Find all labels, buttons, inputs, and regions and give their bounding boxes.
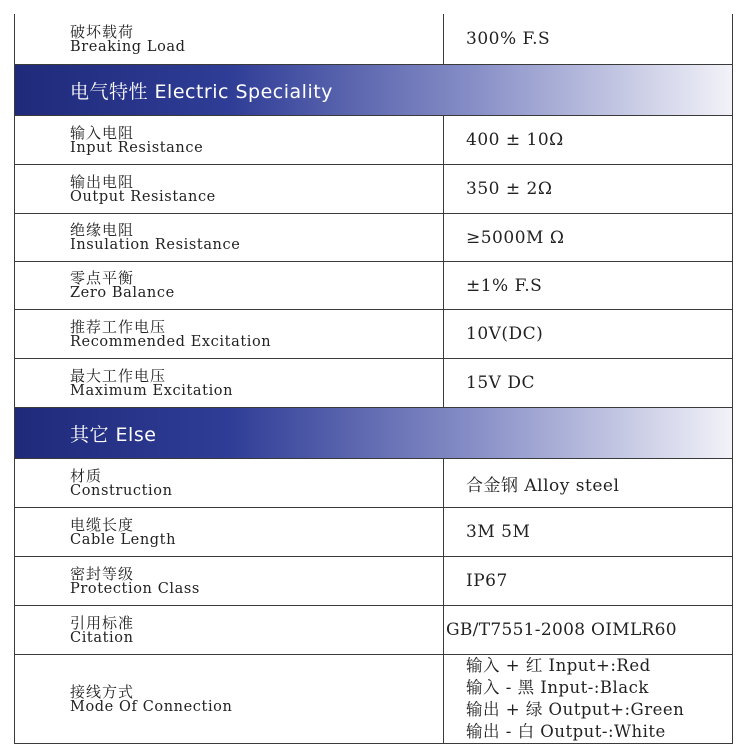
section-header-electric: 电气特性 Electric Speciality: [15, 65, 732, 116]
spec-value: 350 ± 2Ω: [466, 179, 553, 199]
label-zh: 推荐工作电压: [70, 317, 167, 336]
spec-row-input-resistance: [15, 116, 732, 165]
label-zh: 电缆长度: [70, 515, 135, 534]
connection-line: 输出 + 绿 Output+:Green: [466, 700, 685, 719]
spec-row-zero-balance: [15, 262, 732, 310]
spec-label: [15, 310, 444, 358]
label-zh: 接线方式: [70, 682, 135, 701]
spec-row-cable-length: [15, 508, 732, 557]
label-en: Mode Of Connection: [70, 698, 233, 715]
spec-row-connection: [15, 655, 732, 744]
spec-value: 10V(DC): [466, 324, 544, 344]
label-en: Breaking Load: [70, 38, 186, 55]
spec-label: [15, 14, 444, 64]
connection-line: 输入 + 红 Input+:Red: [466, 656, 651, 675]
spec-row-breaking-load: [15, 14, 732, 65]
spec-label: [15, 655, 444, 743]
label-en: Cable Length: [70, 531, 177, 548]
spec-label: [15, 262, 444, 309]
label-en: Input Resistance: [70, 139, 204, 156]
label-en: Output Resistance: [70, 188, 216, 205]
spec-label: [15, 557, 444, 605]
spec-value: 400 ± 10Ω: [466, 130, 564, 150]
label-zh: 零点平衡: [70, 269, 135, 287]
label-en: Maximum Excitation: [70, 382, 234, 399]
label-zh: 材质: [70, 466, 103, 485]
spec-value: 3M 5M: [466, 522, 531, 542]
spec-value: 合金钢 Alloy steel: [466, 475, 620, 496]
label-zh: 输出电阻: [70, 172, 135, 191]
label-zh: 密封等级: [70, 564, 135, 583]
spec-value: 15V DC: [466, 373, 535, 393]
label-en: Recommended Excitation: [70, 333, 272, 350]
label-en: Insulation Resistance: [70, 237, 241, 253]
spec-label: [15, 359, 444, 407]
label-zh: 绝缘电阻: [70, 221, 135, 239]
label-zh: 最大工作电压: [70, 366, 167, 385]
label-en: Citation: [70, 629, 134, 646]
spec-value: IP67: [466, 571, 508, 591]
spec-row-output-resistance: [15, 165, 732, 214]
spec-label: [15, 165, 444, 213]
label-zh: 引用标准: [70, 613, 135, 632]
spec-label: [15, 606, 444, 654]
spec-row-citation: [15, 606, 732, 655]
spec-value: GB/T7551-2008 OIMLR60: [446, 620, 677, 640]
spec-value: 300% F.S: [466, 29, 551, 49]
section-header-else: 其它 Else: [15, 408, 732, 459]
spec-row-construction: [15, 459, 732, 508]
label-en: Protection Class: [70, 580, 200, 597]
spec-label: [15, 459, 444, 507]
label-en: Zero Balance: [70, 285, 175, 301]
label-zh: 输入电阻: [70, 123, 135, 142]
spec-label: [15, 508, 444, 556]
connection-line: 输出 - 白 Output-:White: [466, 722, 666, 741]
label-en: Construction: [70, 482, 173, 499]
spec-row-maximum-excitation: [15, 359, 732, 408]
label-zh: 破坏载荷: [70, 22, 135, 41]
spec-row-protection-class: [15, 557, 732, 606]
spec-value: ≥5000M Ω: [466, 227, 565, 248]
spec-table: [14, 14, 733, 744]
spec-value: ±1% F.S: [466, 275, 543, 296]
spec-label: [15, 116, 444, 164]
spec-row-recommended-excitation: [15, 310, 732, 359]
spec-label: [15, 214, 444, 261]
spec-row-insulation-resistance: [15, 214, 732, 262]
connection-line: 输入 - 黑 Input-:Black: [466, 678, 649, 697]
connection-lines: [444, 655, 732, 743]
